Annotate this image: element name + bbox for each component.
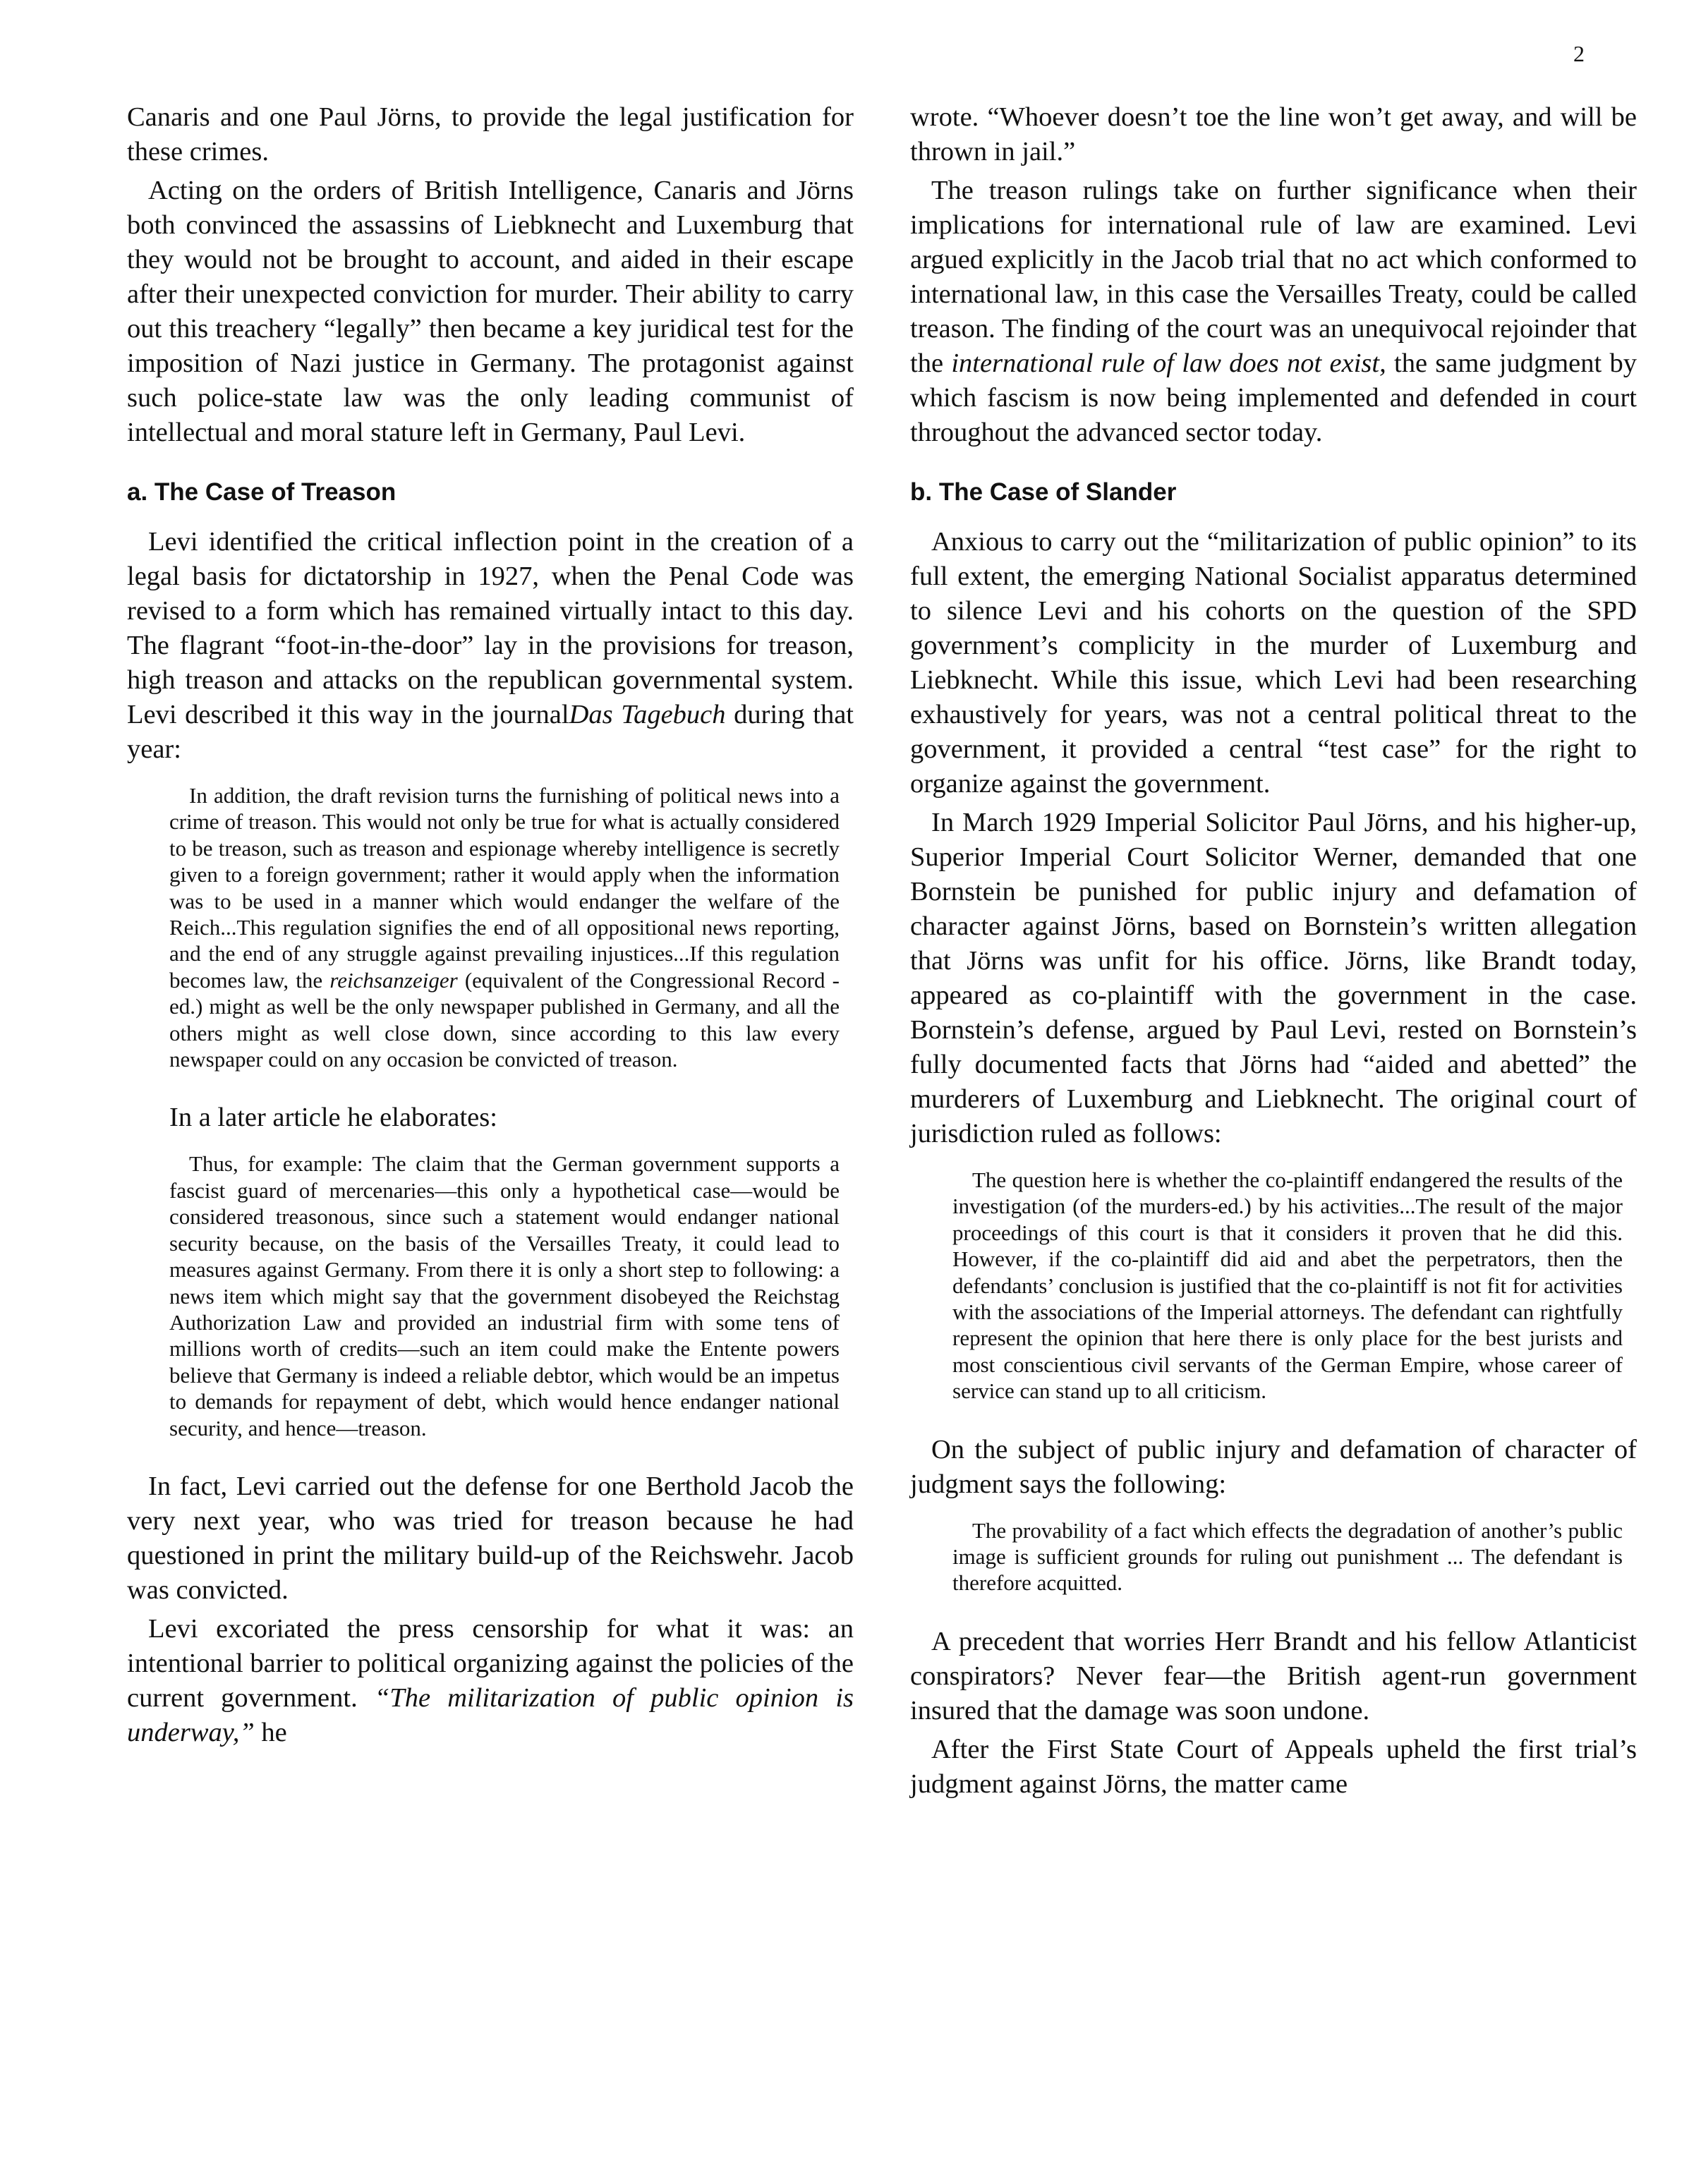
lead-in: In a later article he elaborates: <box>169 1103 497 1133</box>
block-quote: Thus, for example: The claim that the German government supports a fascist guard of mercenaries—this only a hypothetical case—would be considered treasonous, since such a statement would endanger national security because, on the basis of the Versailles Treaty, it could lead to measures against Germany. From there it is only a short step to following: a news item which might say that the government disobeyed the Reichstag Authorization Law and provided an industrial firm with some tens of millions worth of credits—such an item could make the Entente powers believe that Germany is indeed a reliable debtor, which would be an impetus to demands for repayment of debt, which would hence endanger national security, and hence—treason. <box>169 1151 840 1440</box>
paragraph: Canaris and one Paul Jörns, to provide the legal justification for these crimes. <box>127 102 854 166</box>
page-number: 2 <box>1573 41 1585 66</box>
quote-text: In addition, the draft revision turns the furnishing of political news into a crime of treason. This would not only be true for what is actually considered to be treason, such as treason and espionage whereby intelligence is secretly given to a foreign government; rather it would apply when the information was to be used in a manner which would endanger the welfare of the Reich...This regulation signifies the end of all oppositional news reporting, and the end of any struggle against prevailing injustices...If this regulation becomes law, the <box>169 783 840 993</box>
paragraph-text: he <box>254 1717 287 1747</box>
paragraph: In March 1929 Imperial Solicitor Paul Jörns, and his higher-up, Superior Imperial Court Solicitor Werner, demanded that one Bornstein be punished for public injury and defamation of character against Jörns, based on Bornstein’s written allegation that Jörns was unfit for his office. Jörns, like Brandt today, appeared as co-plaintiff with the government in the case. Bornstein’s defense, argued by Paul Levi, rested on Bornstein’s fully documented facts that Jörns had “aided and abetted” the murderers of Luxemburg and Liebknecht. The original court of jurisdiction ruled as follows: <box>910 808 1637 1148</box>
section-heading-treason: a. The Case of Treason <box>127 478 396 506</box>
paragraph: After the First State Court of Appeals upheld the first trial’s judgment against Jörns, the matter came <box>910 1734 1637 1799</box>
section-heading-slander: b. The Case of Slander <box>910 478 1177 506</box>
quote-text: (equivalent of the Congressional Record -ed.) might as well be the only newspaper published in Germany, and all the others might as well close down, since according to this law every newspaper could on any occasion be convicted of treason. <box>169 967 840 1072</box>
quotation: “The militarization of public opinion is underway,” <box>127 1682 854 1747</box>
paragraph-text: The treason rulings take on further significance when their implications for international rule of law are examined. Levi argued explicitly in the Jacob trial that no act which conformed to international law, in this case the Versailles Treaty, could be called treason. The finding of the court was an unequivocal rejoinder that the <box>910 176 1637 378</box>
paragraph: Anxious to carry out the “militarization of public opinion” to its full extent, the emerging National Socialist apparatus determined to silence Levi and his cohorts on the question of the SPD government’s complicity in the murder of Luxemburg and Liebknecht. While this issue, which Levi had been researching exhaustively for years, was not a central political threat to the government, it provided a central “test case” for the right to organize against the government. <box>910 527 1637 799</box>
paragraph <box>127 525 854 767</box>
paragraph: A precedent that worries Herr Brandt and his fellow Atlanticist conspirators? Never fear—the British agent-run government insured that the damage was soon undone. <box>910 1626 1637 1725</box>
paragraph: wrote. “Whoever doesn’t toe the line won’t get away, and will be thrown in jail.” <box>910 102 1637 166</box>
emphasis: international rule of law does not exist, <box>951 348 1386 378</box>
block-quote: The question here is whether the co-plaintiff endangered the results of the investigation (of the murders-ed.) by his activities...The result of the major proceedings of this court is that it considers it proven that he did this. However, if the co-plaintiff did aid and abet the perpetrators, then the defendants’ conclusion is justified that the co-plaintiff is not fit for activities with the associations of the Imperial attorneys. The defendant can rightfully represent the opinion that here there is only place for the best jurists and most conscientious civil servants of the German Empire, whose career of service can stand up to all criticism. <box>952 1167 1623 1404</box>
paragraph-text: the same judgment by which fascism is now being implemented and defended in court throughout the advanced sector today. <box>910 348 1637 447</box>
right-column <box>910 100 1637 1806</box>
paragraph <box>910 174 1637 450</box>
paragraph: On the subject of public injury and defamation of character of judgment says the following: <box>910 1434 1637 1499</box>
block-quote <box>169 782 840 1072</box>
paragraph-text: Levi identified the critical inflection point in the creation of a legal basis for dictatorship in 1927, when the Penal Code was revised to a form which has remained virtually intact to this day. The flagrant “foot-in-the-door” lay in the provisions for treason, high treason and attacks on the republican governmental system. Levi described it this way in the journal <box>127 527 854 729</box>
paragraph-text: Levi excoriated the press censorship for what it was: an intentional barrier to political organizing against the policies of the current government. <box>127 1613 854 1713</box>
paragraph: Acting on the orders of British Intelligence, Canaris and Jörns both convinced the assassins of Liebknecht and Luxemburg that they would not be brought to account, and aided in their escape after their unexpected conviction for murder. Their ability to carry out this treachery “legally” then became a key juridical test for the imposition of Nazi justice in Germany. The protagonist against such police-state law was the only leading communist of intellectual and moral stature left in Germany, Paul Levi. <box>127 176 854 447</box>
block-quote: The provability of a fact which effects the degradation of another’s public image is sufficient grounds for ruling out punishment ... The defendant is therefore acquitted. <box>952 1517 1623 1596</box>
paragraph <box>127 1612 854 1750</box>
journal-title: Das Tagebuch <box>569 700 726 729</box>
quote-term: reichsanzeiger <box>329 967 458 993</box>
left-column <box>127 100 854 1754</box>
paragraph-text: during that year: <box>127 700 854 764</box>
paragraph: In fact, Levi carried out the defense for one Berthold Jacob the very next year, who was tried for treason because he had questioned in print the military build-up of the Reichswehr. Jacob was convicted. <box>127 1471 854 1605</box>
